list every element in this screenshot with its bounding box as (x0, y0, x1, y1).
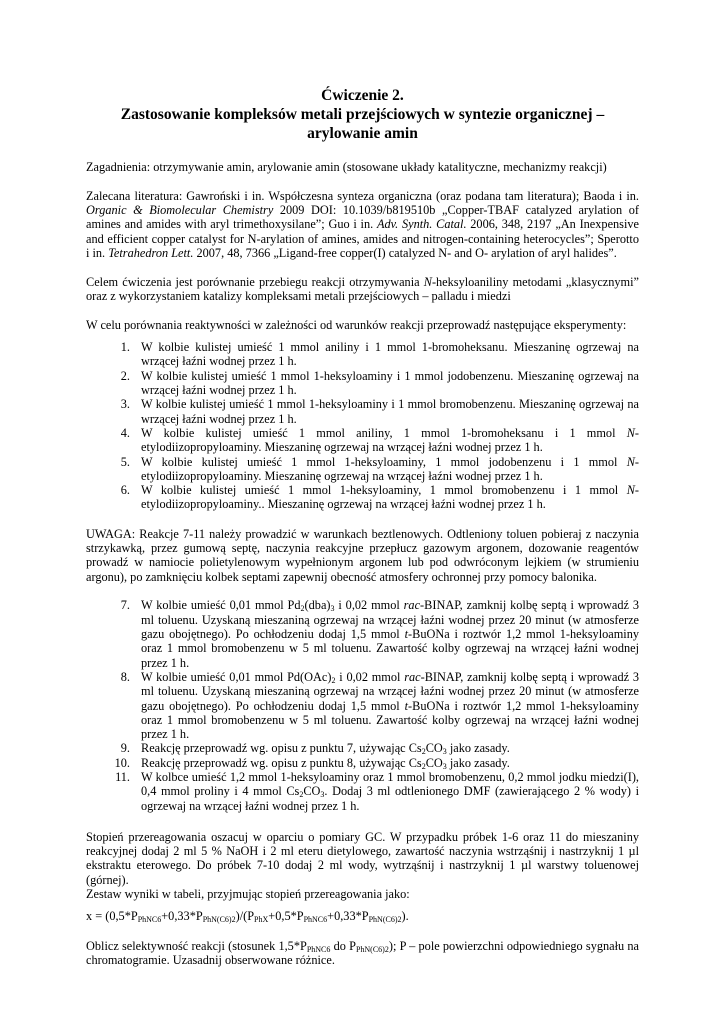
item-text (141, 598, 639, 669)
literature-text: 2009 DOI: 10.1039/b819510b „Copper-TBAF catalyzed arylation of amines and amides with aryl trimethoxysilane”; Guo i in. (86, 203, 639, 232)
item-number: 8. (120, 669, 130, 684)
italic-n: N (626, 454, 635, 469)
subscript: PhNC6 (137, 915, 162, 925)
experiments-intro: W celu porównania reaktywności w zależności od warunków reakcji przeprowadź następujące eksperymenty: (86, 317, 627, 332)
italic-n: N (626, 483, 635, 498)
list-item (86, 770, 639, 813)
item-number: 2. (120, 368, 130, 383)
formula-part: +0,5*P (268, 909, 304, 924)
item-number: 5. (120, 454, 130, 469)
subscript: PhN(C6)2 (202, 915, 236, 925)
item-text-part: W kolbie kulistej umieść 1 mmol aniliny, 1 mmol 1-bromoheksanu i 1 mmol (141, 425, 627, 440)
topics-paragraph: Zagadnienia: otrzymywanie amin, arylowanie amin (stosowane układy katalityczne, mechanizmy reakcji) (86, 160, 607, 174)
list-item (86, 741, 639, 755)
document-body (86, 160, 639, 967)
subscript: PhN(C6)2 (368, 915, 402, 925)
subscript: 3 (320, 790, 325, 800)
list-item (86, 426, 639, 455)
selectivity-text: ); P – pole powierzchni odpowiedniego sygnału na chromatogramie. Uzasadnij obserwowane różnice. (86, 938, 639, 967)
list-item (86, 598, 639, 669)
item-text-part: jako zasady. (446, 755, 510, 770)
subscript: 3 (330, 604, 335, 614)
journal-name: Adv. Synth. Catal. (376, 217, 467, 232)
item-number: 9. (120, 741, 130, 756)
goal-text: -heksyloaniliny metodami „klasycznymi” oraz z wykorzystaniem katalizy kompleksami metali przejściowych – palladu i miedzi (86, 274, 639, 304)
list-item (86, 756, 639, 770)
subscript: PhNC6 (303, 915, 328, 925)
item-text-part: -BINAP, zamknij kolbę septą i wprowadź 3 ml toluenu. Uzyskaną mieszaniną ogrzewaj na wrzącej łaźni wodnej przez 20 minut (w atmosferze gazu obojętnego). Po ochłodzeniu dodaj 1,5 mmol (141, 598, 639, 642)
item-number: 6. (120, 483, 130, 498)
item-text-part: W kolbie kulistej umieść 1 mmol 1-heksyloaminy, 1 mmol jodobenzenu i 1 mmol (141, 454, 627, 469)
list-item (86, 670, 639, 741)
item-text-part: W kolbie umieść 0,01 mmol Pd(OAc) (141, 669, 332, 684)
item-number: 10. (114, 755, 130, 770)
results-instruction: Zestaw wyniki w tabeli, przyjmując stopień przereagowania jako: (86, 887, 410, 902)
subscript: 2 (421, 761, 426, 771)
item-text (141, 741, 639, 755)
item-text-part: jako zasady. (446, 741, 510, 756)
italic-t: t (404, 627, 409, 642)
experiment-list-2 (86, 598, 639, 812)
item-number: 1. (120, 340, 130, 355)
item-text-part: -etylodiizopropyloaminy.. Mieszaninę ogrzewaj na wrzącej łaźni wodnej przez 1 h. (141, 483, 639, 512)
list-item (86, 397, 639, 426)
item-text-part: i 0,02 mmol (334, 598, 404, 613)
italic-rac: rac (404, 669, 421, 684)
item-text-part: -etylodiizopropyloaminy. Mieszaninę ogrzewaj na wrzącej łaźni wodnej przez 1 h. (141, 425, 639, 455)
italic-n: N (626, 425, 635, 440)
item-text-part: -BINAP, zamknij kolbę septą i wprowadź 3 ml toluenu. Uzyskaną mieszaniną ogrzewaj na wrzącej łaźni wodnej przez 20 minut (w atmosferze gazu obojętnego). Po ochłodzeniu dodaj 1,5 mmol (141, 669, 639, 713)
subscript: 2 (331, 675, 336, 685)
literature-text: 2007, 48, 7366 „Ligand-free copper(I) catalyzed N- and O- arylation of aryl halides”. (193, 245, 617, 260)
subscript: PhN(C6)2 (355, 944, 389, 954)
goal-text: Celem ćwiczenia jest porównanie przebiegu reakcji otrzymywania (86, 274, 424, 289)
item-text-part: -BuONa i roztwór 1,2 mmol 1-heksyloaminy oraz 1 mmol bromobenzenu w 5 ml toluenu. Zawartość kolby ogrzewaj na wrzącej łaźni wodnej przez 1 h. (141, 627, 639, 670)
page-title: Zastosowanie kompleksów metali przejściowych w syntezie organicznej – (120, 106, 605, 123)
item-number: 7. (120, 598, 130, 613)
italic-n: N (423, 274, 432, 289)
subscript: 3 (442, 747, 447, 757)
exercise-number: Ćwiczenie 2. (321, 87, 404, 104)
item-text-part: Reakcję przeprowadź wg. opisu z punktu 8, używając Cs (141, 755, 422, 770)
item-number: 3. (120, 397, 130, 412)
formula-part: ). (401, 909, 409, 924)
item-text (141, 756, 639, 770)
list-item (86, 369, 639, 398)
selectivity-text: Oblicz selektywność reakcji (stosunek 1,5*P (86, 938, 307, 953)
item-text-part: CO (425, 755, 443, 770)
list-item (86, 340, 639, 369)
italic-t: t (404, 698, 409, 713)
item-text (141, 483, 639, 512)
page-title-continued: arylowanie amin (307, 125, 418, 142)
list-item (86, 483, 639, 512)
item-text-part: i 0,02 mmol (335, 669, 405, 684)
formula-part: +0,33*P (161, 909, 203, 924)
item-text (141, 426, 639, 455)
item-number: 11. (115, 769, 130, 784)
list-item (86, 455, 639, 484)
italic-rac: rac (403, 598, 421, 613)
subscript: 3 (442, 761, 447, 771)
title-block (0, 86, 725, 143)
item-text-part: CO (303, 784, 321, 799)
formula-part: x = (0,5*P (86, 909, 138, 924)
analysis-paragraph: Stopień przereagowania oszacuj w oparciu o pomiary GC. W przypadku próbek 1-6 oraz 11 do mieszaniny reakcyjnej dodaj 2 ml 5 % NaOH i 2 ml eteru dietylowego, zawartość naczynia wstrząśnij i nastrzyknij 1 µl ekstraktu eterowego. Do próbek 7-10 dodaj 2 ml wody, wytrząśnij i nastrzyknij 1 µl warstwy toluenowej (górnej). (86, 829, 639, 887)
item-text (141, 670, 639, 741)
item-text-part: . Dodaj 3 ml odtlenionego DMF (zawierającego 2 % wody) i ogrzewaj na wrzącej łaźni wodnej przez 1 h. (141, 784, 639, 813)
selectivity-text: do P (330, 938, 356, 953)
item-text-part: W kolbie kulistej umieść 1 mmol 1-heksyloaminy, 1 mmol bromobenzenu i 1 mmol (141, 483, 627, 498)
subscript: 2 (299, 790, 304, 800)
item-text-part: (dba) (304, 598, 331, 613)
item-text-part: W kolbce umieść 1,2 mmol 1-heksyloaminy oraz 1 mmol bromobenzenu, 0,2 mmol jodku miedzi(I), 0,4 mmol proliny i 4 mmol Cs (141, 769, 639, 799)
subscript: PhNC6 (306, 944, 331, 954)
item-text (141, 455, 639, 484)
selectivity-paragraph (86, 939, 639, 968)
journal-name: Organic & Biomolecular Chemistry (86, 203, 274, 218)
subscript: 2 (421, 747, 426, 757)
formula-part: )/(P (235, 909, 255, 924)
journal-name: Tetrahedron Lett. (108, 245, 194, 260)
item-number: 4. (120, 425, 130, 440)
item-text-part: -etylodiizopropyloaminy. Mieszaninę ogrzewaj na wrzącej łaźni wodnej przez 1 h. (141, 454, 639, 483)
warning-paragraph: UWAGA: Reakcje 7-11 należy prowadzić w warunkach beztlenowych. Odtleniony toluen pobieraj z naczynia strzykawką, przez gumową septę, naczynia reakcyjne przepłucz gazowym argonem, dozowanie reagentów prowadź w namiocie polietylenowym wypełnionym argonem lub pod odwróconym lejkiem (w strumieniu argonu), po zamknięciu kolbek septami zapewnij obecność atmosfery ochronnej przy pomocy balonika. (86, 526, 639, 584)
item-text (141, 770, 639, 813)
subscript: PhX (254, 915, 269, 925)
experiment-list-1 (86, 340, 639, 512)
literature-text: 2006, 348, 2197 „An Inexpensive and efficient copper catalyst for N-arylation of amines, amides and nitrogen-containing heterocycles”; Sperotto i in. (86, 217, 639, 260)
item-text-part: Reakcję przeprowadź wg. opisu z punktu 7, używając Cs (141, 741, 422, 756)
item-text-part: -BuONa i roztwór 1,2 mmol 1-heksyloaminy oraz 1 mmol bromobenzenu w 5 ml toluenu. Zawartość kolby ogrzewaj na wrzącej łaźni wodnej przez 1 h. (141, 698, 639, 742)
goal-paragraph (86, 275, 639, 304)
item-text: W kolbie kulistej umieść 1 mmol 1-heksyloaminy i 1 mmol jodobenzenu. Mieszaninę ogrzewaj na wrzącej łaźni wodnej przez 1 h. (141, 368, 639, 398)
literature-text: Zalecana literatura: Gawroński i in. Współczesna synteza organiczna (oraz podana tam literatura); Baoda i in. (86, 188, 639, 203)
formula-part: +0,33*P (327, 909, 369, 924)
item-text: W kolbie kulistej umieść 1 mmol aniliny i 1 mmol 1-bromoheksanu. Mieszaninę ogrzewaj na wrzącej łaźni wodnej przez 1 h. (141, 340, 639, 369)
subscript: 2 (300, 604, 305, 614)
item-text-part: CO (425, 741, 443, 756)
item-text: W kolbie kulistej umieść 1 mmol 1-heksyloaminy i 1 mmol bromobenzenu. Mieszaninę ogrzewaj na wrzącej łaźni wodnej przez 1 h. (141, 397, 639, 426)
literature-paragraph (86, 189, 639, 260)
item-text-part: W kolbie umieść 0,01 mmol Pd (141, 598, 301, 613)
conversion-formula (86, 909, 639, 923)
